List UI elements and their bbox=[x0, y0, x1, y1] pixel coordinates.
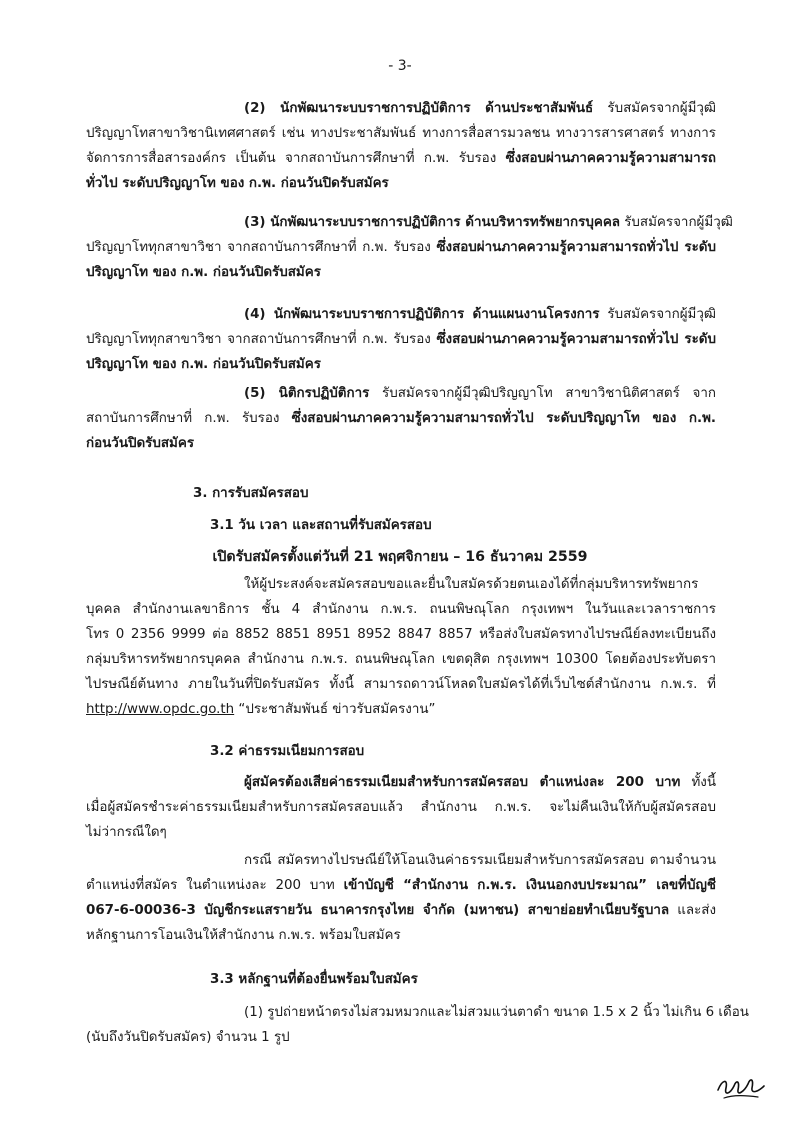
position-3-title: (3) นักพัฒนาระบบราชการปฏิบัติการ ด้านบริหารทรัพยากรบุคคล bbox=[244, 215, 620, 230]
position-3-line-bold: ซึ่งสอบผ่านภาคความรู้ความสามารถทั่วไป ระดับ bbox=[436, 240, 716, 255]
position-5-line-bold: ก่อนวันปิดรับสมัคร bbox=[86, 436, 195, 451]
position-4-text: รับสมัครจากผู้มีวุฒิ bbox=[599, 307, 716, 322]
section-3-2-paragraph-1 bbox=[86, 770, 716, 845]
paragraph-line: ให้ผู้ประสงค์จะสมัครสอบขอและยื่นใบสมัครด้วยตนเองได้ที่กลุ่มบริหารทรัพยากร bbox=[244, 577, 699, 592]
paragraph-line: และส่ง bbox=[669, 903, 717, 918]
position-2-line: ปริญญาโทสาขาวิชานิเทศศาสตร์ เช่น ทางประชาสัมพันธ์ ทางการสื่อสารมวลชน ทางวารสารศาสตร์ ทางการ bbox=[86, 126, 716, 141]
position-2-paragraph bbox=[86, 96, 716, 196]
position-4-line-bold: ซึ่งสอบผ่านภาคความรู้ความสามารถทั่วไป ระดับ bbox=[436, 332, 716, 347]
bank-account-number: 067-6-00036-3 บัญชีกระแสรายวัน ธนาคารกรุงไทย จำกัด (มหาชน) สาขาย่อยทำเนียบรัฐบาล bbox=[86, 903, 670, 918]
paragraph-line: ไปรษณีย์ต้นทาง ภายในวันที่ปิดรับสมัคร ทั้งนี้ สามารถดาวน์โหลดใบสมัครได้ที่เว็บไซต์สำนักงาน ก.พ.ร. ที่ bbox=[86, 677, 716, 692]
paragraph-line: (1) รูปถ่ายหน้าตรงไม่สวมหมวกและไม่สวมแว่นตาดำ ขนาด 1.5 x 2 นิ้ว ไม่เกิน 6 เดือน bbox=[244, 1005, 749, 1020]
position-2-line: จัดการการสื่อสารองค์กร เป็นต้น จากสถาบันการศึกษาที่ ก.พ. รับรอง bbox=[86, 151, 506, 166]
signature-icon bbox=[714, 1068, 770, 1104]
position-2-line-bold: ทั่วไป ระดับปริญญาโท ของ ก.พ. ก่อนวันปิดรับสมัคร bbox=[86, 176, 389, 191]
position-3-line: ปริญญาโททุกสาขาวิชา จากสถาบันการศึกษาที่ ก.พ. รับรอง bbox=[86, 240, 437, 255]
position-3-text: รับสมัครจากผู้มีวุฒิ bbox=[619, 215, 733, 230]
section-3-1-heading: 3.1 วัน เวลา และสถานที่รับสมัครสอบ bbox=[210, 518, 432, 533]
paragraph-line: กลุ่มบริหารทรัพยากรบุคคล สำนักงาน ก.พ.ร. ถนนพิษณุโลก เขตดุสิต กรุงเทพฯ 10300 โดยต้องประทับตรา bbox=[86, 652, 716, 667]
position-4-title: (4) นักพัฒนาระบบราชการปฏิบัติการ ด้านแผนงานโครงการ bbox=[244, 307, 600, 322]
section-3-3-heading: 3.3 หลักฐานที่ต้องยื่นพร้อมใบสมัคร bbox=[210, 972, 418, 987]
paragraph-line: โทร 0 2356 9999 ต่อ 8852 8851 8951 8952 8847 8857 หรือส่งใบสมัครทางไปรษณีย์ลงทะเบียนถึง bbox=[86, 627, 716, 642]
position-5-title: (5) นิติกรปฏิบัติการ bbox=[244, 386, 370, 401]
position-5-text: รับสมัครจากผู้มีวุฒิปริญญาโท สาขาวิชานิติศาสตร์ จาก bbox=[369, 386, 716, 401]
position-3-paragraph bbox=[86, 210, 733, 285]
paragraph-line: (นับถึงวันปิดรับสมัคร) จำนวน 1 รูป bbox=[86, 1030, 290, 1045]
paragraph-line: ทั้งนี้ bbox=[680, 775, 716, 790]
position-4-line: ปริญญาโททุกสาขาวิชา จากสถาบันการศึกษาที่ ก.พ. รับรอง bbox=[86, 332, 437, 347]
position-2-text: รับสมัครจากผู้มีวุฒิ bbox=[593, 101, 717, 116]
bank-account-name: เข้าบัญชี “สำนักงาน ก.พ.ร. เงินนอกงบประมาณ” เลขที่บัญชี bbox=[343, 878, 716, 893]
paragraph-line: ตำแหน่งที่สมัคร ในตำแหน่งละ 200 บาท bbox=[86, 878, 344, 893]
position-5-paragraph bbox=[86, 381, 716, 456]
website-link[interactable]: http://www.opdc.go.th bbox=[86, 702, 235, 717]
paragraph-line: ไม่ว่ากรณีใดๆ bbox=[86, 825, 167, 840]
page-number: - 3- bbox=[388, 58, 412, 74]
section-3-heading: 3. การรับสมัครสอบ bbox=[193, 486, 309, 501]
position-3-line-bold: ปริญญาโท ของ ก.พ. ก่อนวันปิดรับสมัคร bbox=[86, 265, 321, 280]
fee-statement: ผู้สมัครต้องเสียค่าธรรมเนียมสำหรับการสมัครสอบ ตำแหน่งละ 200 บาท bbox=[244, 775, 681, 790]
paragraph-line: บุคคล สำนักงานเลขาธิการ ชั้น 4 สำนักงาน ก.พ.ร. ถนนพิษณุโลก กรุงเทพฯ ในวันและเวลาราชการ bbox=[86, 602, 716, 617]
section-3-3-item-1 bbox=[86, 1000, 749, 1050]
position-5-line: สถาบันการศึกษาที่ ก.พ. รับรอง bbox=[86, 411, 292, 426]
position-5-line-bold: ซึ่งสอบผ่านภาคความรู้ความสามารถทั่วไป ระดับปริญญาโท ของ ก.พ. bbox=[291, 411, 716, 426]
position-2-line-bold: ซึ่งสอบผ่านภาคความรู้ความสามารถ bbox=[505, 151, 716, 166]
application-dates: เปิดรับสมัครตั้งแต่วันที่ 21 พฤศจิกายน – 16 ธันวาคม 2559 bbox=[212, 549, 588, 565]
section-3-2-heading: 3.2 ค่าธรรมเนียมการสอบ bbox=[210, 744, 365, 759]
paragraph-line: หลักฐานการโอนเงินให้สำนักงาน ก.พ.ร. พร้อมใบสมัคร bbox=[86, 928, 401, 943]
section-3-2-paragraph-2 bbox=[86, 848, 716, 948]
position-2-title: (2) นักพัฒนาระบบราชการปฏิบัติการ ด้านประชาสัมพันธ์ bbox=[244, 101, 594, 116]
paragraph-line: เมื่อผู้สมัครชำระค่าธรรมเนียมสำหรับการสมัครสอบแล้ว สำนักงาน ก.พ.ร. จะไม่คืนเงินให้กับผู้สมัครสอบ bbox=[86, 800, 716, 815]
paragraph-line: กรณี สมัครทางไปรษณีย์ให้โอนเงินค่าธรรมเนียมสำหรับการสมัครสอบ ตามจำนวน bbox=[244, 853, 716, 868]
website-link-description: “ประชาสัมพันธ์ ข่าวรับสมัครงาน” bbox=[234, 702, 436, 717]
section-3-1-paragraph bbox=[86, 572, 716, 722]
position-4-paragraph bbox=[86, 302, 716, 377]
position-4-line-bold: ปริญญาโท ของ ก.พ. ก่อนวันปิดรับสมัคร bbox=[86, 357, 321, 372]
